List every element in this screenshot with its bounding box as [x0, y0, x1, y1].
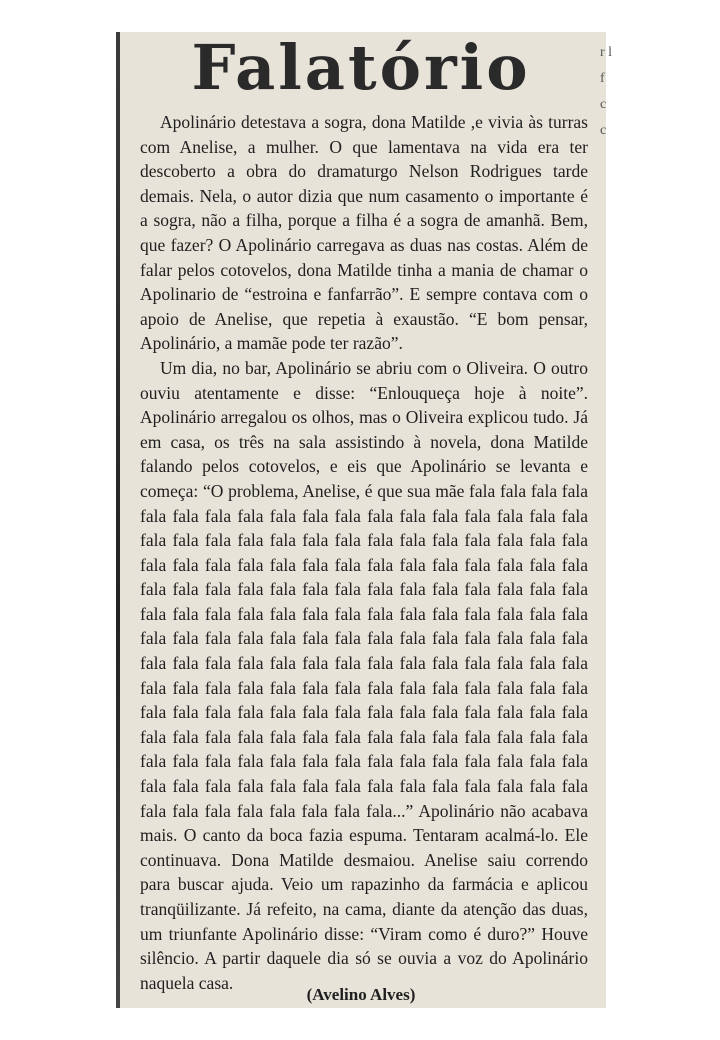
article-title: Falatório	[191, 32, 531, 104]
article-paragraph-2: Um dia, no bar, Apolinário se abriu com o Oliveira. O outro ouviu atentamente e disse: “Enlouqueça hoje à noite”. Apolinário arregalou os olhos, mas o Oliveira explicou tudo. Já em casa, os três na sala assistindo à novela, dona Matilde falando pelos cotovelos, e eis que Apolinário se levanta e começa: “O problema, Anelise, é que sua mãe fala fala fala fala fala fala fala fala fala fala fala fala fala fala fala fala fala fala fala fala fala fala fala fala fala fala fala fala fala fala fala fala fala fala fala fala fala fala fala fala fala fala fala fala fala fala fala fala fala fala fala fala fala fala fala fala fala fala fala fala fala fala fala fala fala fala fala fala fala fala fala fala fala fala fala fala fala fala fala fala fala fala fala fala fala fala fala fala fala fala fala fala fala fala fala fala fala fala fala fala fala fala fala fala fala fala fala fala fala fala fala fala fala fala fala fala fala fala fala fala fala fala fala fala fala fala fala fala fala fala fala fala fala fala fala fala fala fala fala fala fala fala fala fala fala fala fala fala fala fala fala fala fala fala fala fala fala fala fala fala fala fala fala fala fala fala fala fala fala fala fala fala fala fala fala fala fala fala fala fala...” Apolinário não acabava mais. O canto da boca fazia espuma. Tentaram acalmá-lo. Ele continuava. Dona Matilde desmaiou. Anelise saiu correndo para buscar ajuda. Veio um rapazinho da farmácia e aplicou tranqüilizante. Já refeito, na cama, diante da atenção das duas, um triunfante Apolinário disse: “Viram como é duro?” Houve silêncio. A partir daquele dia só se ouvia a voz do Apolinário naquela casa.	[140, 357, 588, 993]
article-body	[140, 110, 588, 995]
newspaper-clipping	[116, 32, 606, 1008]
clipping-left-edge	[116, 32, 120, 1008]
adjacent-column-fragment: r l f c c	[600, 45, 613, 138]
article-paragraph-1: Apolinário detestava a sogra, dona Matilde ,e vivia às turras com Anelise, a mulher. O que lamentava na vida era ter descoberto a obra do dramaturgo Nelson Rodrigues tarde demais. Nela, o autor dizia que num casamento o importante é a sogra, não a filha, porque a filha é a sogra de amanhã. Bem, que fazer? O Apolinário carregava as duas nas costas. Além de falar pelos cotovelos, dona Matilde tinha a mania de chamar o Apolinario de “estroina e fanfarrão”. E sempre contava com o apoio de Anelise, que repetia à exaustão. “E bom pensar, Apolinário, a mamãe pode ter razão”.	[140, 112, 588, 354]
article-author: (Avelino Alves)	[306, 985, 416, 1004]
